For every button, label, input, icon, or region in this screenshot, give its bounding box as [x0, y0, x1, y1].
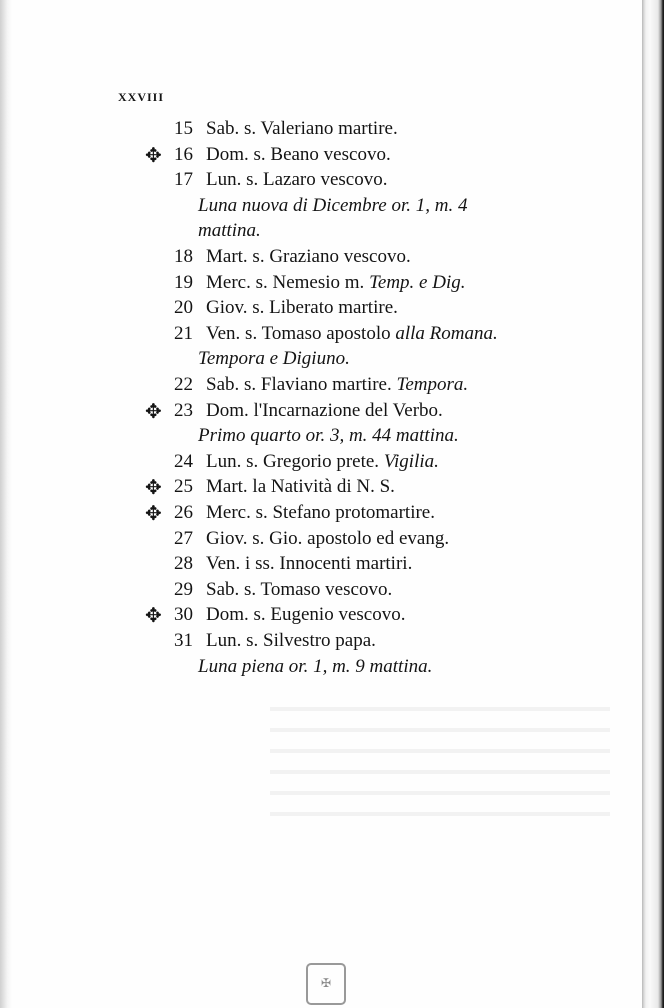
day-entry-text: Merc. s. Stefano protomartire. [206, 502, 435, 523]
day-number: 17 [174, 169, 193, 191]
italic-note: Vigilia. [383, 450, 439, 472]
day-number: 19 [174, 271, 193, 293]
day-entry-text: Lun. s. Lazaro vescovo. [206, 169, 388, 191]
calendar-line [198, 195, 468, 217]
italic-note: Tempora e Digiuno. [198, 348, 350, 370]
day-entry-text: Mart. s. Graziano vescovo. [206, 246, 411, 267]
italic-note: Primo quarto or. 3, m. 44 mattina. [198, 425, 459, 447]
day-entry-text: Ven. i ss. Innocenti martiri. [206, 553, 413, 575]
day-number: 24 [174, 450, 193, 472]
page-right-edge [642, 0, 664, 1008]
calendar-line [174, 374, 468, 396]
calendar-line [198, 425, 459, 447]
day-entry-text: Dom. s. Eugenio vescovo. [206, 604, 406, 626]
day-number: 18 [174, 246, 193, 267]
calendar-line [198, 348, 350, 370]
feast-cross-icon: ✥ [145, 398, 162, 423]
calendar-line [174, 528, 449, 550]
italic-note: Tempora. [396, 374, 469, 395]
day-entry-text: Sab. s. Flaviano martire. [206, 374, 392, 395]
feast-cross-icon: ✥ [145, 603, 162, 628]
day-number: 20 [174, 297, 193, 319]
italic-note: Luna piena or. 1, m. 9 mattina. [198, 655, 433, 677]
day-number: 31 [174, 630, 193, 651]
page-number-header: XXVIII [118, 90, 165, 104]
calendar-line [174, 400, 443, 422]
day-entry-text: Giov. s. Liberato martire. [206, 297, 398, 319]
day-number: 25 [174, 476, 193, 498]
day-entry-text: Mart. la Natività di N. S. [206, 476, 395, 498]
calendar-line [174, 476, 395, 498]
page-left-edge [0, 0, 12, 1008]
calendar-line [198, 656, 432, 678]
calendar-line [174, 144, 391, 166]
library-stamp: ✠ [306, 963, 346, 1005]
day-entry-text: Lun. s. Gregorio prete. [206, 450, 380, 472]
italic-note: Luna nuova di Dicembre or. 1, m. 4 [198, 194, 468, 216]
bleed-through-text [270, 690, 610, 830]
feast-cross-icon: ✥ [145, 475, 162, 500]
feast-cross-icon: ✥ [145, 501, 162, 525]
calendar-line [174, 553, 412, 575]
day-entry-text: Dom. s. Beano vescovo. [206, 143, 391, 165]
day-number: 21 [174, 322, 193, 344]
calendar-line [174, 323, 498, 345]
day-entry-text: Dom. l'Incarnazione del Verbo. [206, 399, 443, 421]
day-entry-text: Giov. s. Gio. apostolo ed evang. [206, 527, 450, 549]
day-number: 22 [174, 374, 193, 395]
day-number: 23 [174, 399, 193, 421]
italic-note: Temp. e Dig. [369, 271, 466, 293]
day-number: 30 [174, 604, 193, 626]
day-entry-text: Sab. s. Valeriano martire. [206, 118, 398, 139]
calendar-line [174, 502, 435, 524]
calendar-line [174, 297, 398, 319]
italic-note: mattina. [198, 220, 261, 242]
day-entry-text: Merc. s. Nemesio m. [206, 271, 365, 293]
calendar-line [174, 118, 398, 140]
calendar-line [174, 169, 388, 191]
calendar-line [174, 604, 405, 626]
feast-cross-icon: ✥ [145, 142, 162, 167]
day-number: 16 [174, 143, 193, 165]
day-number: 29 [174, 578, 193, 600]
day-entry-text: Sab. s. Tomaso vescovo. [206, 578, 393, 600]
calendar-line [198, 220, 261, 242]
day-entry-text: Ven. s. Tomaso apostolo [206, 322, 391, 344]
calendar-line [174, 272, 465, 294]
day-number: 15 [174, 118, 193, 139]
calendar-line [174, 451, 439, 473]
day-entry-text: Lun. s. Silvestro papa. [206, 630, 376, 651]
day-number: 26 [174, 502, 193, 523]
day-number: 27 [174, 527, 193, 549]
calendar-line [174, 579, 392, 601]
italic-note: alla Romana. [395, 322, 498, 344]
calendar-line [174, 630, 376, 652]
calendar-line [174, 246, 411, 268]
day-number: 28 [174, 553, 193, 575]
